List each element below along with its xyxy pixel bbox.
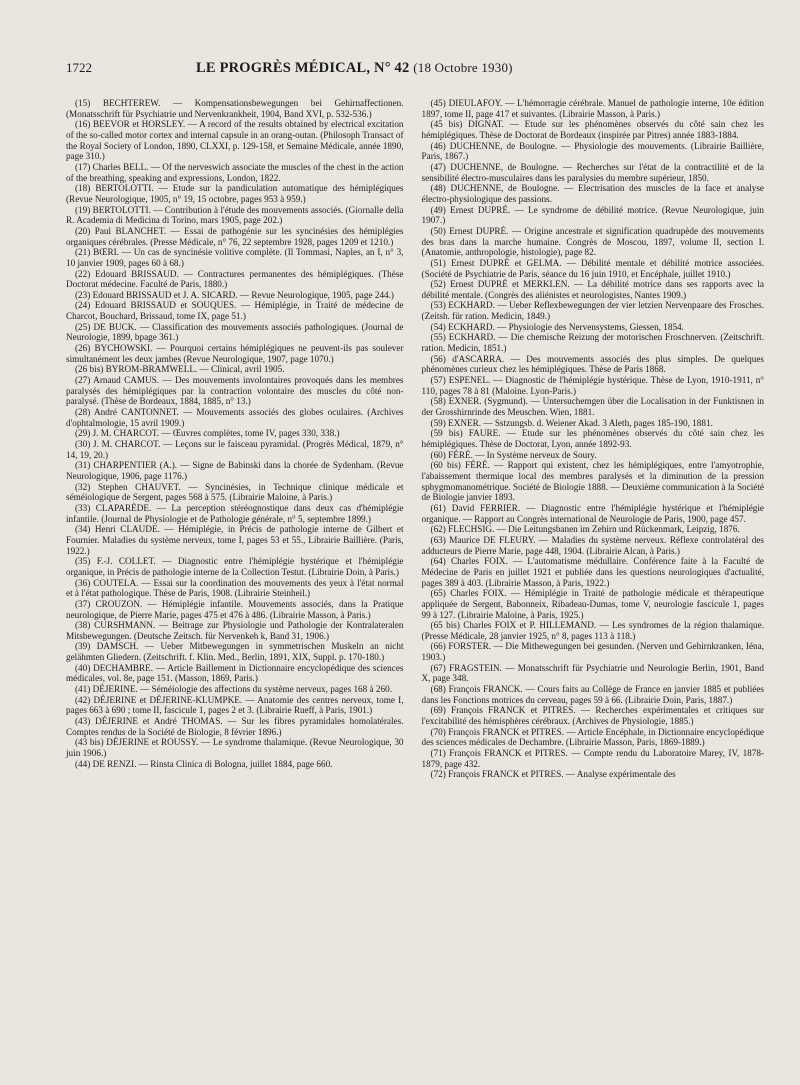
reference-entry bbox=[66, 119, 404, 162]
reference-entry bbox=[66, 599, 404, 620]
reference-number: (71) bbox=[430, 748, 446, 759]
reference-text: François FRANCK et PITRES. — Analyse expérimentale des bbox=[445, 769, 676, 780]
reference-number: (60 bis) bbox=[430, 460, 461, 471]
reference-number: (25) bbox=[75, 321, 91, 332]
reference-text: FRAGSTEIN. — Monatsschrift für Psychiatrie und Neurologie Berlin, 1901, Band X, page 348. bbox=[421, 662, 764, 684]
reference-text: BERTOLOTTI. — Etude sur la pandiculation automatique des hémiplégiques (Revue Neurologique, 1905, n° 19, 15 octobre, pages 953 à 959.) bbox=[66, 183, 404, 204]
issue-date: (18 Octobre 1930) bbox=[413, 60, 513, 75]
reference-text: BŒRI. — Un cas de syncinésie volitive complète. (Il Tommasi, Naples, an I, n° 3, 10 janvier 1909, pages 60 à 68.) bbox=[66, 247, 404, 268]
reference-entry bbox=[422, 727, 764, 748]
reference-text: DUCHENNE, de Boulogne. — Recherches sur l'état de la contractilité et de la sensibilité électro-musculaires dans les paralysies du membre supérieur, 1850. bbox=[421, 161, 764, 183]
reference-number: (30) bbox=[75, 439, 91, 449]
reference-entry bbox=[422, 98, 764, 119]
reference-entry bbox=[66, 556, 404, 577]
reference-text: Charles FOIX. — Hémiplégie in Traité de pathologie médicale et thérapeutique appliquée de Sergent, Babonneix, Ribadeau-Dumas, tome V, neurologie fascicule 1, pages 99 à 127. (Librairie Maloine, à Paris, 1925.) bbox=[421, 588, 764, 620]
reference-number: (35) bbox=[75, 556, 91, 567]
reference-text: Edouard BRISSAUD et J. A. SICARD. — Revue Neurologique, 1905, page 244.) bbox=[90, 289, 394, 300]
reference-number: (70) bbox=[430, 726, 446, 737]
reference-text: CROUZON. — Hémiplégie infantile. Mouvements associés, dans la Pratique neurologique, de Pierre Marie, pages 475 et 476 à 486. (Librairie Masson, à Paris.) bbox=[66, 598, 404, 620]
reference-entry bbox=[422, 375, 764, 396]
reference-entry bbox=[66, 759, 404, 770]
reference-entry bbox=[422, 258, 764, 279]
reference-text: ECKHARD. — Physiologie des Nervensystems, Giessen, 1854. bbox=[445, 321, 684, 332]
reference-text: DUCHENNE, de Boulogne. — Electrisation des muscles de la face et analyse électro-physiologique des passions. bbox=[421, 183, 764, 204]
reference-entry bbox=[66, 695, 404, 716]
reference-text: DÉJERINE et André THOMAS. — Sur les fibres pyramidales homolatérales. Comptes rendus de la Société de Biologie, 8 février 1896.) bbox=[66, 716, 404, 737]
reference-text: DÉJERINE et ROUSSY. — Le syndrome thalamique. (Revue Neurologique, 30 juin 1906.) bbox=[66, 737, 404, 759]
reference-text: BECHTEREW. — Kompensationsbewegungen bei Gehirnaffectionen. (Monatsschrift für Psychiatrie und Nervenkrankheit, 1904, Band XVI, p. 532-536.) bbox=[66, 98, 404, 119]
reference-entry bbox=[422, 524, 764, 535]
right-column bbox=[422, 98, 764, 780]
reference-text: Stephen CHAUVET. — Syncinésies, in Technique clinique médicale et séméiologique de Sergent, pages 568 à 575. (Librairie Maloine, à Paris.) bbox=[66, 481, 404, 503]
reference-number: (40) bbox=[75, 662, 91, 673]
reference-number: (63) bbox=[430, 534, 446, 545]
reference-entry bbox=[422, 141, 764, 162]
reference-text: François FRANCK et PITRES. — Compte rendu du Laboratoire Marey, IV, 1878-1879, page 432. bbox=[421, 748, 764, 769]
reference-text: EXNER. (Sygmund). — Untersuchemgen über die Localisation in der Funktisnen in der Grosshirnrinde des Meuschen. Wien, 1881. bbox=[421, 396, 764, 418]
reference-number: (42) bbox=[75, 694, 91, 705]
reference-text: F.-J. COLLET. — Diagnostic entre l'hémiplégie hystérique et l'hémiplégie organique, in Précis de pathologie interne de la Collection Testut. (Librairie Doin, à Paris.) bbox=[66, 556, 404, 577]
reference-number: (59 bis) bbox=[430, 428, 463, 439]
journal-name: LE PROGRÈS MÉDICAL, N° 42 bbox=[196, 60, 410, 76]
page-number: 1722 bbox=[66, 60, 92, 75]
reference-entry bbox=[422, 322, 764, 333]
reference-entry bbox=[422, 418, 764, 429]
reference-number: (61) bbox=[430, 502, 446, 513]
reference-entry bbox=[66, 375, 404, 407]
reference-number: (45 bis) bbox=[430, 119, 463, 130]
reference-number: (66) bbox=[430, 641, 446, 652]
reference-text: DÉJERINE et DÉJERINE-KLUMPKE. — Anatomie des centres nerveux, tome I, pages 663 à 690 ; tome II, fascicule 1, pages 2 et 3. (Librairie Rueff, à Paris, 1901.) bbox=[66, 694, 404, 716]
reference-text: Ernest DUPRÉ et GELMA. — Débilité mentale et débilité motrice associées. (Société de Psychiatrie de Paris, séance du 16 juin 1910, et Encéphale, juillet 1910.) bbox=[421, 257, 764, 279]
reference-entry bbox=[66, 684, 404, 695]
reference-entry bbox=[422, 300, 764, 321]
reference-number: (57) bbox=[430, 375, 446, 386]
reference-entry bbox=[66, 300, 404, 321]
reference-number: (34) bbox=[75, 524, 91, 535]
reference-text: Arnaud CAMUS. — Des mouvements involontaires provoqués dans les membres paralysés des hémiplégiques par la contraction volontaire des muscles du côté non-paralysé. (Thèse de Bordeaux, 1884, 1885, n° 13.) bbox=[66, 375, 404, 407]
reference-number: (56) bbox=[430, 353, 446, 364]
reference-entry bbox=[66, 439, 404, 460]
reference-number: (72) bbox=[430, 769, 446, 780]
reference-text: ECKHARD. — Ueber Reflexbewegungen der vier letzien Nervenpaare des Frosches. (Zeitsh. für ration. Medicin, 1849.) bbox=[421, 300, 764, 322]
reference-text: François FRANCK et PITRES. — Article Encéphale, in Dictionnaire encyclopédique des sciences médicales de Dechambre. (Librairie Masson, Paris, 1869-1889.) bbox=[421, 726, 764, 748]
reference-entry bbox=[422, 684, 764, 705]
reference-entry bbox=[66, 226, 404, 247]
reference-text: FORSTER. — Die Mithewegungen bei gesunden. (Nerven und Gehirnkranken, Iéna, 1903.) bbox=[421, 641, 764, 663]
reference-number: (51) bbox=[430, 257, 446, 268]
reference-text: François FRANCK. — Cours faits au Collège de France en janvier 1885 et publiées dans les Fonctions motrices du cerveau, pages 59 à 66. (Librairie Doin, Paris, 1887.) bbox=[421, 684, 764, 705]
reference-entry bbox=[422, 332, 764, 353]
reference-text: André CANTONNET. — Mouvements associés des globes oculaires. (Archives d'ophtalmologie, 15 avril 1909.) bbox=[66, 407, 404, 428]
reference-number: (39) bbox=[75, 641, 91, 652]
reference-number: (49) bbox=[430, 204, 446, 215]
reference-text: DIGNAT. — Etude sur les phénomènes observés du côté sain chez les hémiplégiques. Thèse de Doctorat de Bordeaux (inspirée par Pitres) année 1883-1884. bbox=[421, 119, 764, 140]
reference-number: (60) bbox=[430, 449, 446, 460]
reference-number: (22) bbox=[75, 268, 91, 279]
reference-entry bbox=[66, 343, 404, 364]
reference-entry bbox=[422, 460, 764, 503]
reference-number: (20) bbox=[75, 225, 91, 236]
reference-number: (55) bbox=[430, 332, 446, 343]
reference-text: J. M. CHARCOT. — Œuvres complètes, tome IV, pages 330, 338.) bbox=[90, 428, 340, 439]
reference-entry bbox=[422, 279, 764, 300]
reference-entry bbox=[66, 407, 404, 428]
reference-text: DIEULAFOY. — L'hémorragie cérébrale. Manuel de pathologie interne, 10e édition 1897, tome II, page 417 et suivantes. (Librairie Masson, à Paris.) bbox=[421, 98, 764, 119]
reference-number: (54) bbox=[430, 321, 446, 332]
reference-entry bbox=[422, 354, 764, 375]
reference-entry bbox=[66, 641, 404, 662]
reference-number: (65) bbox=[430, 588, 446, 599]
reference-entry bbox=[422, 588, 764, 620]
reference-text: J. M. CHARCOT. — Leçons sur le faisceau pyramidal. (Progrès Médical, 1879, n° 14, 19, 20.) bbox=[66, 439, 404, 460]
reference-number: (62) bbox=[430, 524, 446, 535]
reference-number: (48) bbox=[430, 183, 446, 194]
reference-text: COUTELA. — Essai sur la coordination des mouvements des yeux à l'état normal et à l'état pathologique. Thèse de Paris, 1908. (Librairie Steinheil.) bbox=[66, 577, 404, 599]
reference-entry bbox=[422, 183, 764, 204]
reference-entry bbox=[422, 769, 764, 780]
reference-entry bbox=[422, 428, 764, 449]
reference-entry bbox=[66, 428, 404, 439]
reference-number: (59) bbox=[430, 417, 446, 428]
reference-entry bbox=[422, 450, 764, 461]
reference-number: (27) bbox=[75, 375, 91, 386]
reference-text: BEEVOR et HORSLEY. — A record of the results obtained by electrical excitation of the so-called motor cortex and internal capsule in an orang-outan. (Philosoph Transact of the Royal Society of London, 1890, CLXXI, p. 129-158, et Semaine Médicale, année 1890, page 310.) bbox=[66, 119, 404, 162]
reference-entry bbox=[422, 535, 764, 556]
reference-entry bbox=[422, 748, 764, 769]
reference-text: Charles FOIX et P. HILLEMAND. — Les syndromes de la région thalamique. (Presse Médicale, 28 janvier 1925, n° 8, pages 113 à 118.) bbox=[421, 620, 764, 641]
reference-text: François FRANCK et PITRES. — Recherches expérimentales et critiques sur l'excitabilité des hémisphères cérébraux. (Archives de Physiologie, 1885.) bbox=[421, 705, 764, 727]
reference-text: David FERRIER. — Diagnostic entre l'hémiplégie hystérique et l'hémiplégie organique. — Rapport au Congrès international de Neurologie de Paris, 1900, page 457. bbox=[421, 502, 764, 524]
reference-entry bbox=[66, 524, 404, 556]
reference-number: (37) bbox=[75, 598, 91, 609]
reference-number: (53) bbox=[430, 300, 446, 311]
reference-number: (32) bbox=[75, 481, 91, 492]
reference-number: (52) bbox=[430, 279, 446, 290]
reference-number: (15) bbox=[75, 98, 91, 108]
columns bbox=[66, 98, 764, 780]
reference-text: ESPENEL. — Diagnostic de l'hémiplégie hystérique. Thèse de Lyon, 1910-1911, n° 110, pages 78 à 81 (Maloine. Lyon-Paris.) bbox=[421, 375, 764, 396]
reference-entry bbox=[422, 641, 764, 662]
reference-entry bbox=[66, 183, 404, 204]
reference-entry bbox=[422, 705, 764, 726]
reference-text: BYROM-BRAMWELL. — Clinical, avril 1905. bbox=[103, 364, 285, 375]
reference-text: Ernest DUPRÉ et MERKLEN. — La débilité motrice dans ses rapports avec la débilité mentale. (Congrès des aliénistes et neurologistes, Nantes 1909.) bbox=[421, 279, 764, 300]
reference-number: (24) bbox=[75, 300, 91, 311]
reference-number: (47) bbox=[430, 161, 446, 172]
reference-number: (67) bbox=[430, 662, 446, 673]
reference-entry bbox=[66, 503, 404, 524]
reference-number: (38) bbox=[75, 620, 91, 631]
reference-entry bbox=[422, 205, 764, 226]
reference-entry bbox=[422, 396, 764, 417]
reference-number: (65 bis) bbox=[430, 620, 460, 631]
reference-text: d'ASCARRA. — Des mouvements associés des plus simples. De quelques phénomènes curieux chez les hémiplégiques. Thèse de Paris 1868. bbox=[421, 353, 764, 375]
reference-text: CLAPARÈDE. — La perception stéréognostique dans deux cas d'hémiplégie infantile. (Journal de Physiologie et de Pathologie générale, n° 5, septembre 1899.) bbox=[66, 502, 404, 524]
reference-text: Charles BELL. — Of the nerveswich associate the muscles of the chest in the action of the breathing, speaking and expressions, London, 1822. bbox=[66, 161, 404, 183]
reference-entry bbox=[422, 503, 764, 524]
reference-entry bbox=[66, 205, 404, 226]
reference-entry bbox=[66, 716, 404, 737]
reference-number: (44) bbox=[75, 758, 91, 769]
reference-entry bbox=[422, 119, 764, 140]
reference-number: (19) bbox=[75, 204, 91, 215]
reference-text: Charles FOIX. — L'automatisme médullaire. Conférence faite à la Faculté de Médecine de Paris en juillet 1921 et publiée dans les questions neurologiques d'actualité, pages 389 à 403. (Librairie Masson, à Paris, 1922.) bbox=[421, 556, 764, 588]
reference-entry bbox=[66, 737, 404, 758]
reference-number: (33) bbox=[75, 502, 91, 513]
left-column bbox=[66, 98, 404, 780]
reference-text: Ernest DUPRÉ. — Le syndrome de débilité motrice. (Revue Neurologique, juin 1907.) bbox=[421, 204, 764, 226]
reference-text: FAURE. — Etude sur les phénomènes observés du côté sain chez les hémiplégiques. Thèse de Doctorat, Lyon, année 1892-93. bbox=[421, 428, 765, 449]
reference-entry bbox=[422, 162, 764, 183]
reference-number: (41) bbox=[75, 684, 91, 695]
reference-text: Edouard BRISSAUD et SOUQUES. — Hémiplégie, in Traité de médecine de Charcot, Bouchard, Brissaud, tome IX, page 51.) bbox=[66, 300, 404, 322]
reference-entry bbox=[66, 578, 404, 599]
reference-text: ECKHARD. — Die chemische Reizung der motorischen Froschnerven. (Zeitschrift. ration. Medicin, 1851.) bbox=[421, 332, 764, 354]
reference-entry bbox=[422, 663, 764, 684]
reference-entry bbox=[422, 556, 764, 588]
reference-text: Henri CLAUDE. — Hémiplégie, in Précis de pathologie interne de Gilbert et Fournier. Maladies du système nerveux, tome I, pages 53 et 55., Librairie Baillière. (Paris, 1922.) bbox=[66, 524, 404, 556]
reference-number: (68) bbox=[430, 684, 446, 695]
reference-number: (29) bbox=[75, 428, 91, 439]
reference-number: (28) bbox=[75, 407, 91, 418]
reference-number: (31) bbox=[75, 460, 91, 471]
reference-number: (43) bbox=[75, 716, 91, 727]
reference-number: (45) bbox=[430, 98, 446, 108]
reference-number: (18) bbox=[75, 183, 91, 194]
reference-text: DÉJERINE. — Séméiologie des affections du système nerveux, pages 168 à 260. bbox=[90, 684, 392, 695]
reference-entry bbox=[66, 290, 404, 301]
reference-text: FÉRÉ. — In Système nerveux de Soury. bbox=[445, 449, 597, 460]
reference-number: (50) bbox=[430, 225, 446, 236]
reference-number: (36) bbox=[75, 577, 91, 588]
reference-entry bbox=[66, 98, 404, 119]
reference-entry bbox=[422, 620, 764, 641]
reference-entry bbox=[66, 620, 404, 641]
reference-text: EXNER. — Sstzungsb. d. Weiener Akad. 3 Aleth, pages 185-190, 1881. bbox=[445, 417, 713, 428]
reference-entry bbox=[66, 364, 404, 375]
reference-number: (23) bbox=[75, 289, 91, 300]
reference-text: DECHAMBRE. — Article Baillement in Dictionnaire encyclopédique des sciences médicales, vol. 8e, page 151. (Masson, 1869, Paris.) bbox=[66, 662, 404, 684]
page-header bbox=[66, 60, 764, 82]
reference-number: (69) bbox=[430, 705, 446, 716]
reference-text: DE RENZI. — Rinsta Clinica di Bologna, juillet 1884, page 660. bbox=[90, 758, 333, 769]
reference-text: FÉRÉ. — Rapport qui existent, chez les hémiplégiques, entre l'amyotrophie, l'abaissement thermique local des membres paralysés et la diminution de la pression sphygmomanométrique. Société de Biologie 1888. — Deuxième communication à la Société de Biologie janvier 1893. bbox=[421, 460, 764, 503]
reference-text: Paul BLANCHET. — Essai de pathogénie sur les syncinésies des hémiplégies organiques cérébrales. (Presse Médicale, n° 76, 22 septembre 1928, pages 1209 et 1210.) bbox=[66, 225, 404, 247]
reference-text: DUCHENNE, de Boulogne. — Physiologie des mouvements. (Librairie Baillière, Paris, 1867.) bbox=[421, 140, 764, 162]
reference-entry bbox=[66, 322, 404, 343]
reference-text: Maurice DE FLEURY. — Maladies du système nerveux. Réflexe controlatéral des adducteurs de Pierre Marie, page 448, 1904. (Librairie Alcan, à Paris.) bbox=[421, 534, 764, 556]
reference-number: (43 bis) bbox=[75, 737, 104, 748]
reference-entry bbox=[422, 226, 764, 258]
reference-text: BYCHOWSKI. — Pourquoi certains hémiplégiques ne peuvent-ils pas soulever simultanément les deux jambes (Revue Neurologique, 1907, page 1070.) bbox=[66, 343, 404, 364]
reference-number: (64) bbox=[430, 556, 446, 567]
reference-entry bbox=[66, 482, 404, 503]
reference-entry bbox=[66, 269, 404, 290]
reference-number: (46) bbox=[430, 140, 446, 151]
reference-text: CHARPENTIER (A.). — Signe de Babinski dans la chorée de Sydenham. (Revue Neurologique, 1906, page 1176.) bbox=[66, 460, 404, 481]
reference-number: (58) bbox=[430, 396, 446, 407]
reference-number: (21) bbox=[75, 247, 91, 258]
reference-entry bbox=[66, 663, 404, 684]
journal-title bbox=[196, 60, 764, 77]
reference-number: (16) bbox=[75, 119, 91, 130]
reference-number: (26) bbox=[75, 343, 91, 354]
reference-entry bbox=[66, 460, 404, 481]
reference-text: DE BUCK. — Classification des mouvements associés pathologiques. (Journal de Neurologie, 1899, bpage 361.) bbox=[66, 321, 404, 343]
reference-number: (17) bbox=[75, 161, 91, 172]
reference-text: Edouard BRISSAUD. — Contractures permanentes des hémiplégiques. (Thèse Doctorat médecine. Faculté de Paris, 1880.) bbox=[66, 268, 404, 290]
reference-text: FLECHSIG. — Die Leitungsbanen im Zehirn und Rückenmark, Leipzig, 1876. bbox=[445, 524, 740, 535]
reference-number: (26 bis) bbox=[75, 364, 104, 375]
reference-entry bbox=[66, 162, 404, 183]
reference-text: BERTOLOTTI. — Contribution à l'étude des mouvements associés. (Giornalle della R. Academia di Medicina di Torino, mars 1905, page 202.) bbox=[66, 204, 404, 226]
reference-text: CURSHMANN. — Beitrage zur Physiologie und Pathologie der Kontralateralen Mitsbewegungen. (Deutsche Zeitsch. für Nervenkeh k, Band 31, 1906.) bbox=[66, 620, 404, 641]
reference-entry bbox=[66, 247, 404, 268]
reference-text: Ernest DUPRÉ. — Origine ancestrale et signification quadrupède des mouvements des bras dans la marche humaine. Congrès de Moscou, 1897, volume II, section I. (Anatomie, anthropologie, histologie), page 82. bbox=[421, 225, 764, 258]
reference-text: DAMSCH. — Ueber Mitbewegungen in symmetrischen Muskeln an nicht gelähmten Gliedern. (Zeitschrift. f. Klin. Med., Berlin, 1891, XIX, Suppl. p. 170-180.) bbox=[66, 641, 404, 663]
